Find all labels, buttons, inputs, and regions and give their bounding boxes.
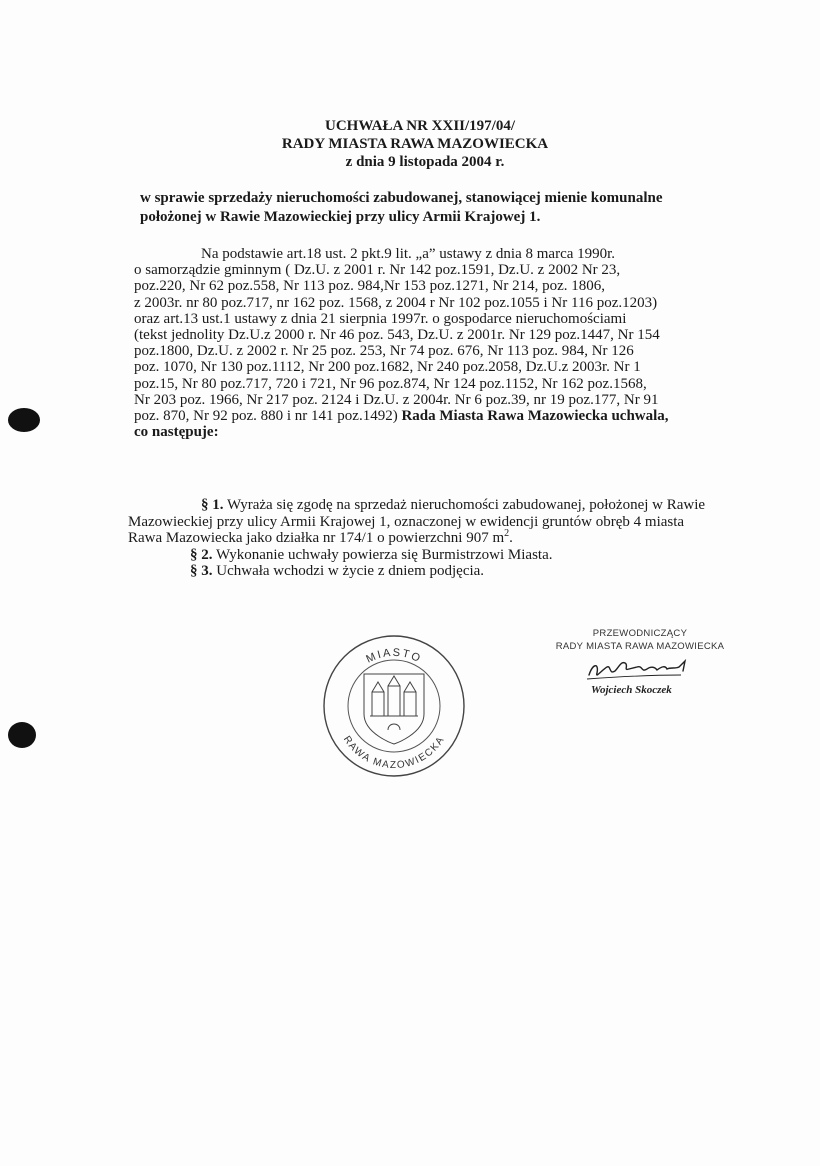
- paragraph-1-line-3: [128, 530, 788, 547]
- paragraph-1-area: Rawa Mazowiecka jako działka nr 174/1 o powierzchni 907 m: [128, 530, 505, 547]
- subject-line-1: w sprawie sprzedaży nieruchomości zabudowanej, stanowiącej mienie komunalne: [140, 190, 663, 206]
- legal-line: Na podstawie art.18 ust. 2 pkt.9 lit. „a” ustawy z dnia 8 marca 1990r.: [201, 246, 616, 262]
- legal-line: poz.220, Nr 62 poz.558, Nr 113 poz. 984,Nr 153 poz.1271, Nr 214, poz. 1806,: [134, 278, 606, 295]
- seal-bottom-text: RAWA MAZOWIECKA: [340, 734, 448, 772]
- resolution-date: z dnia 9 listopada 2004 r.: [345, 154, 505, 170]
- legal-line-last: [134, 408, 754, 424]
- official-seal: [322, 634, 467, 779]
- paragraph-3-mark: § 3.: [190, 563, 213, 580]
- legal-line: Nr 203 poz. 1966, Nr 217 poz. 2124 i Dz.U. z 2004r. Nr 6 poz.39, nr 19 poz.177, Nr 91: [134, 391, 659, 408]
- paragraph-1-mark: § 1.: [201, 497, 224, 513]
- council-name: RADY MIASTA RAWA MAZOWIECKA: [281, 136, 549, 152]
- punch-hole-bottom: [8, 722, 36, 748]
- paragraph-3: [128, 563, 788, 580]
- signature-block: [540, 627, 740, 653]
- legal-line: oraz art.13 ust.1 ustawy z dnia 21 sierpnia 1997r. o gospodarce nieruchomościami: [134, 310, 627, 327]
- paragraph-3-text: Uchwała wchodzi w życie z dniem podjęcia.: [212, 563, 485, 580]
- paragraph-1-line-1: [128, 497, 788, 514]
- resolution-subject: [140, 189, 740, 227]
- paragraph-2-mark: § 2.: [190, 546, 213, 563]
- as-follows: co następuje:: [134, 424, 219, 441]
- seal-top-text: MIASTO: [364, 646, 424, 666]
- chairman-name: Wojciech Skoczek: [591, 684, 672, 696]
- punch-hole-top: [8, 408, 40, 432]
- chairman-council: RADY MIASTA RAWA MAZOWIECKA: [555, 641, 725, 652]
- council-resolves: Rada Miasta Rawa Mazowiecka uchwala,: [401, 408, 669, 425]
- chairman-title: PRZEWODNICZĄCY: [592, 628, 688, 639]
- legal-line: z 2003r. nr 80 poz.717, nr 162 poz. 1568, z 2004 r Nr 102 poz.1055 i Nr 116 poz.1203): [134, 294, 658, 311]
- legal-line: poz.15, Nr 80 poz.717, 720 i 721, Nr 96 poz.874, Nr 124 poz.1152, Nr 162 poz.1568,: [134, 375, 647, 392]
- legal-line: poz.1800, Dz.U. z 2002 r. Nr 25 poz. 253, Nr 74 poz. 676, Nr 113 poz. 984, Nr 126: [134, 343, 634, 360]
- svg-text:MIASTO: [364, 647, 423, 666]
- legal-line-last-plain: poz. 870, Nr 92 poz. 880 i nr 141 poz.1492): [134, 408, 402, 425]
- legal-basis: [134, 246, 754, 440]
- paragraph-1-text: Wyraża się zgodę na sprzedaż nieruchomości zabudowanej, położonej w Rawie: [223, 497, 706, 513]
- coat-of-arms-icon: [364, 674, 424, 744]
- handwritten-signature: [585, 655, 695, 683]
- paragraph-2: [128, 547, 788, 564]
- paragraph-1-end: .: [509, 530, 513, 547]
- subject-line-2: położonej w Rawie Mazowieckiej przy ulicy Armii Krajowej 1.: [140, 209, 541, 225]
- resolution-number: UCHWAŁA NR XXII/197/04/: [324, 118, 516, 134]
- area-unit-superscript: 2: [504, 528, 510, 540]
- resolution-paragraphs: [128, 497, 788, 580]
- resolution-header: [0, 117, 820, 171]
- legal-line: poz. 1070, Nr 130 poz.1112, Nr 200 poz.1682, Nr 240 poz.2058, Dz.U.z 2003r. Nr 1: [134, 359, 641, 376]
- legal-line: o samorządzie gminnym ( Dz.U. z 2001 r. Nr 142 poz.1591, Dz.U. z 2002 Nr 23,: [134, 262, 621, 279]
- legal-line: (tekst jednolity Dz.U.z 2000 r. Nr 46 poz. 543, Dz.U. z 2001r. Nr 129 poz.1447, Nr 154: [134, 327, 660, 344]
- paragraph-1-line-2: Mazowieckiej przy ulicy Armii Krajowej 1, oznaczonej w ewidencji gruntów obręb 4 miasta: [128, 513, 685, 530]
- paragraph-2-text: Wykonanie uchwały powierza się Burmistrzowi Miasta.: [212, 546, 553, 563]
